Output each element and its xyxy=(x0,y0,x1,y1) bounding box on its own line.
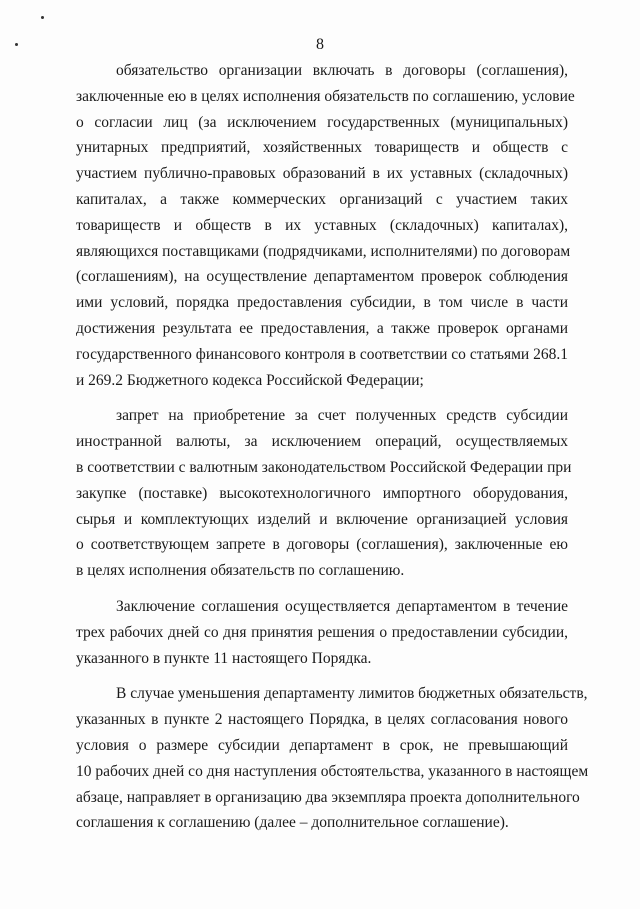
text-line: сырья и комплектующих изделий и включение организацией условия xyxy=(76,510,568,528)
text-line: 10 рабочих дней со дня наступления обстоятельства, указанного в настоящем xyxy=(76,762,589,780)
text-line: трех рабочих дней со дня принятия решения о предоставлении субсидии, xyxy=(76,623,568,641)
text-line: ими условий, порядка предоставления субсидии, в том числе в части xyxy=(76,294,568,312)
paragraph-gap xyxy=(76,584,568,594)
text-line: являющихся поставщиками (подрядчиками, исполнителями) по договорам xyxy=(76,242,571,260)
text-line: В случае уменьшения департаменту лимитов бюджетных обязательств, xyxy=(116,685,588,703)
text-line: Заключение соглашения осуществляется департаментом в течение xyxy=(116,597,568,615)
text-line: товариществ и обществ в их уставных (складочных) капиталах), xyxy=(76,216,568,234)
text-line: достижения результата ее предоставления, а также проверок органами xyxy=(76,319,568,337)
text-line: о соответствующем запрете в договоры (соглашения), заключенные ею xyxy=(76,536,568,554)
document-body xyxy=(76,58,589,836)
text-line: участием публично-правовых образований в их уставных (складочных) xyxy=(76,165,568,183)
text-line: (соглашениям), на осуществление департаментом проверок соблюдения xyxy=(76,268,568,286)
text-line: иностранной валюты, за исключением операций, осуществляемых xyxy=(76,433,568,451)
text-line: унитарных предприятий, хозяйственных товариществ и обществ с xyxy=(76,139,568,157)
text-line: в соответствии с валютным законодательством Российской Федерации при xyxy=(76,458,572,476)
paragraph xyxy=(76,594,568,671)
text-line: указанных в пункте 2 настоящего Порядка, в целях согласования нового xyxy=(76,711,568,729)
paragraph xyxy=(76,403,572,584)
text-line: соглашения к соглашению (далее – дополнительное соглашение). xyxy=(76,814,509,832)
paragraph-gap xyxy=(76,671,568,681)
scan-speck xyxy=(41,16,44,19)
text-line: обязательство организации включать в договоры (соглашения), xyxy=(116,62,568,79)
text-line: и 269.2 Бюджетного кодекса Российской Федерации; xyxy=(76,371,424,389)
text-line: абзаце, направляет в организацию два экземпляра проекта дополнительного xyxy=(76,788,580,806)
text-line: заключенные ею в целях исполнения обязательств по соглашению, условие xyxy=(76,87,575,105)
paragraph xyxy=(76,681,589,836)
text-line: государственного финансового контроля в соответствии со статьями 268.1 xyxy=(76,345,568,363)
text-line: запрет на приобретение за счет полученных средств субсидии xyxy=(116,407,568,425)
text-line: указанного в пункте 11 настоящего Порядка. xyxy=(76,649,372,667)
text-line: закупке (поставке) высокотехнологичного импортного оборудования, xyxy=(76,484,568,502)
text-line: капиталах, а также коммерческих организаций с участием таких xyxy=(76,190,568,208)
paragraph xyxy=(76,58,575,393)
text-line: в целях исполнения обязательств по соглашению. xyxy=(76,562,405,580)
text-line: условия о размере субсидии департамент в срок, не превышающий xyxy=(76,736,568,754)
text-line: о согласии лиц (за исключением государственных (муниципальных) xyxy=(76,113,568,131)
paragraph-gap xyxy=(76,393,568,403)
page-number: 8 xyxy=(316,36,324,53)
